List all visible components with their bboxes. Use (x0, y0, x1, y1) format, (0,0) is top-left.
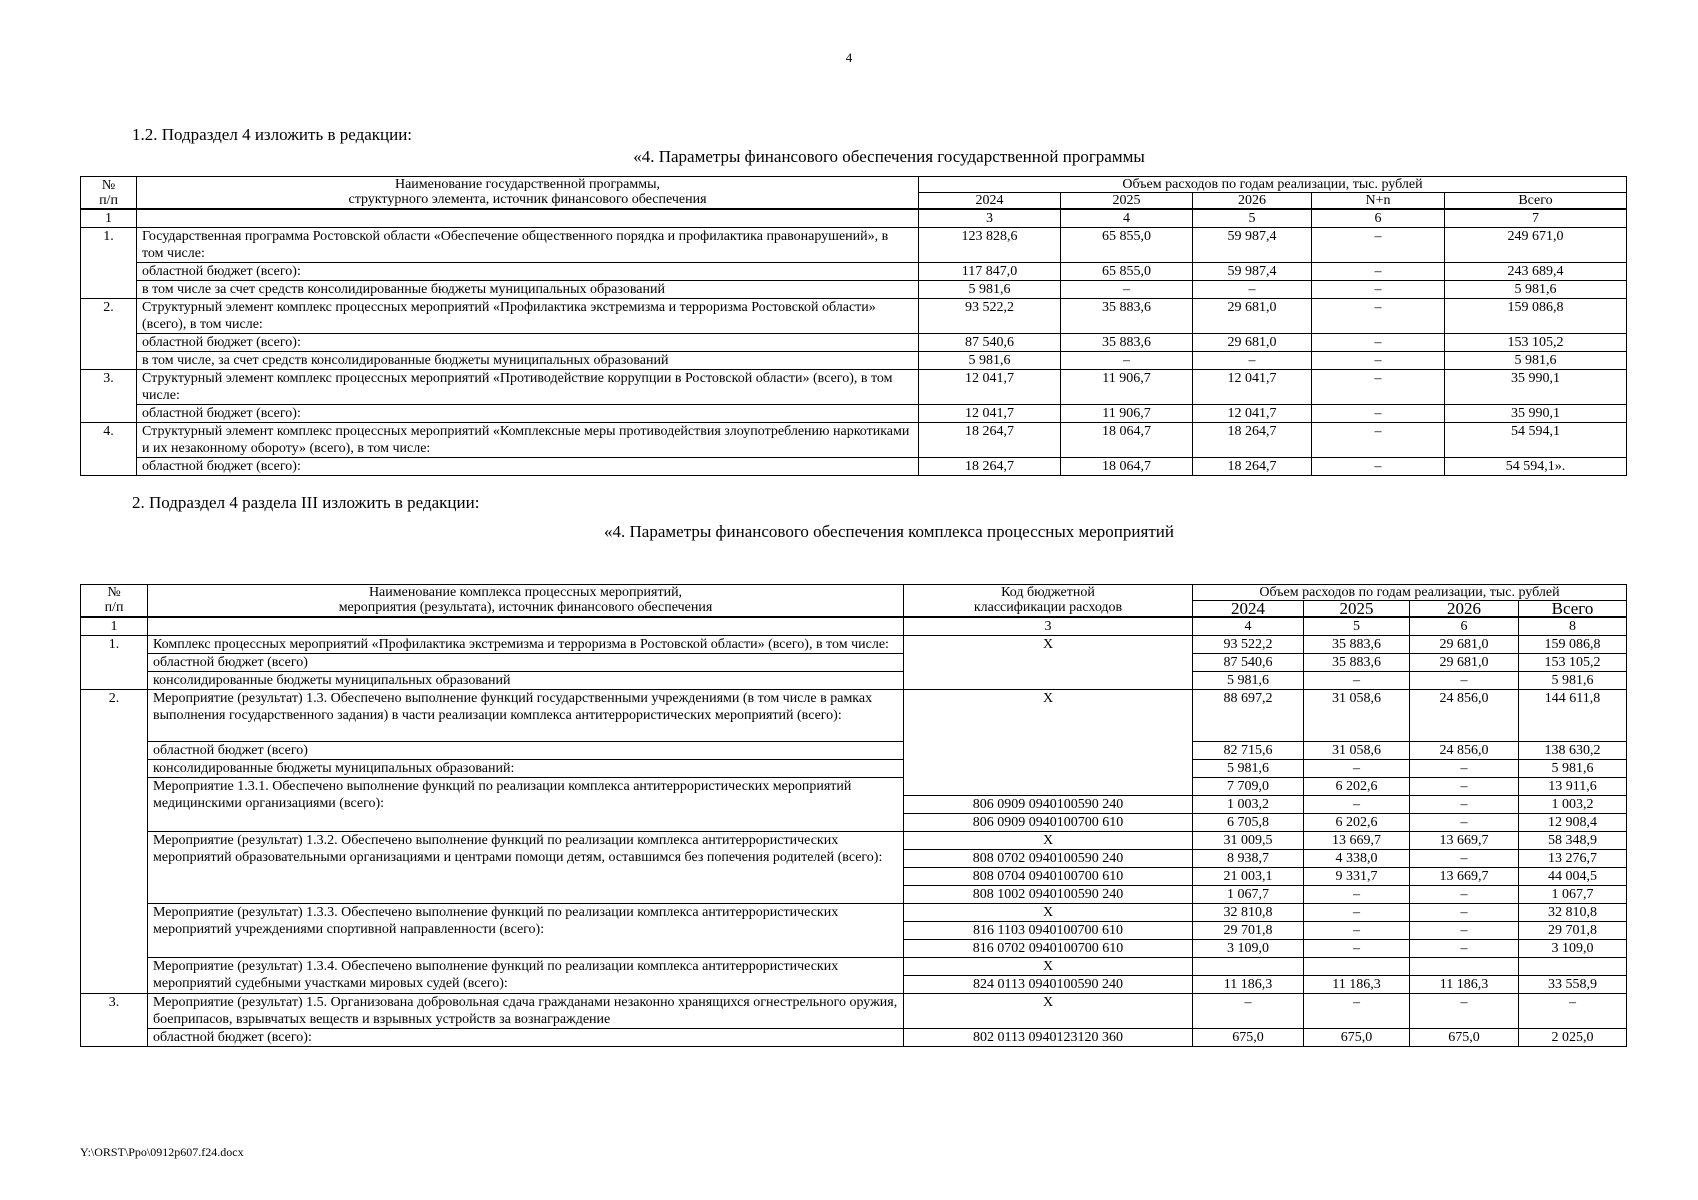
budget-code: X (904, 904, 1193, 922)
value-cell: 6 705,8 (1193, 814, 1304, 832)
value-cell: – (1304, 904, 1410, 922)
row-name: областной бюджет (всего): (137, 458, 919, 476)
row-name: областной бюджет (всего): (137, 263, 919, 281)
value-cell: 12 908,4 (1519, 814, 1627, 832)
value-cell: – (1304, 760, 1410, 778)
value-cell: – (1410, 778, 1519, 796)
col-nn: N+n (1312, 193, 1445, 210)
value-cell: 5 981,6 (1193, 672, 1304, 690)
budget-code: 824 0113 0940100590 240 (904, 976, 1193, 994)
table-row (81, 690, 1627, 742)
table-row (81, 334, 1627, 352)
value-cell: 35 883,6 (1304, 636, 1410, 654)
value-cell: – (1304, 886, 1410, 904)
row-name: в том числе, за счет средств консолидированные бюджеты муниципальных образований (137, 352, 919, 370)
table-row (81, 1029, 1627, 1047)
value-cell: – (1519, 994, 1627, 1029)
value-cell: 675,0 (1410, 1029, 1519, 1047)
value-cell: 29 681,0 (1410, 654, 1519, 672)
colnum: 3 (919, 209, 1061, 228)
value-cell: 35 883,6 (1061, 334, 1193, 352)
col-num-header: № (107, 585, 121, 600)
col-num-header-2: п/п (104, 600, 124, 615)
value-cell: 1 003,2 (1193, 796, 1304, 814)
value-cell: 35 883,6 (1061, 299, 1193, 334)
value-cell: – (1312, 423, 1445, 458)
row-number: 3. (81, 994, 148, 1047)
value-cell: 1 067,7 (1519, 886, 1627, 904)
row-name: областной бюджет (всего): (137, 334, 919, 352)
col-code-header-2: классификации расходов (973, 600, 1123, 615)
colnum: 6 (1410, 617, 1519, 636)
row-name: Структурный элемент комплекс процессных мероприятий «Противодействие коррупции в Ростовской области» (всего), в том числе: (137, 370, 919, 405)
value-cell: 11 186,3 (1410, 976, 1519, 994)
colnum: 5 (1193, 209, 1312, 228)
row-name: консолидированные бюджеты муниципальных образований (148, 672, 904, 690)
value-cell: – (1304, 796, 1410, 814)
row-number: 2. (81, 299, 137, 370)
col-total: Всего (1445, 193, 1627, 210)
value-cell: 117 847,0 (919, 263, 1061, 281)
row-number: 1. (81, 228, 137, 299)
col-2026: 2026 (1410, 601, 1519, 618)
value-cell: 18 264,7 (1193, 423, 1312, 458)
value-cell: – (1410, 904, 1519, 922)
colnum: 1 (81, 617, 148, 636)
value-cell: 9 331,7 (1304, 868, 1410, 886)
value-cell: – (1410, 886, 1519, 904)
value-cell: 58 348,9 (1519, 832, 1627, 850)
col-num-header-2: п/п (99, 192, 118, 208)
value-cell: 35 990,1 (1445, 405, 1627, 423)
value-cell: 2 025,0 (1519, 1029, 1627, 1047)
value-cell: 7 709,0 (1193, 778, 1304, 796)
value-cell: 5 981,6 (919, 281, 1061, 299)
row-name: Мероприятие (результат) 1.3. Обеспечено выполнение функций государственными учреждениями (в том числе в рамках выполнения государственного задания) в части реализации комплекса антитеррористических мероприятий (всего): (148, 690, 904, 742)
value-cell: 32 810,8 (1519, 904, 1627, 922)
value-cell: – (1304, 940, 1410, 958)
section1-title: «4. Параметры финансового обеспечения государственной программы (633, 147, 1145, 166)
value-cell: 31 058,6 (1304, 742, 1410, 760)
value-cell: 153 105,2 (1519, 654, 1627, 672)
row-number: 3. (81, 370, 137, 423)
colnum (148, 617, 904, 636)
file-path-footer: Y:\ORST\Ppo\0912p607.f24.docx (80, 1145, 244, 1159)
table-row (81, 994, 1627, 1029)
value-cell: – (1410, 814, 1519, 832)
value-cell: 3 109,0 (1519, 940, 1627, 958)
budget-code: 806 0909 0940100590 240 (904, 796, 1193, 814)
value-cell: 4 338,0 (1304, 850, 1410, 868)
value-cell: 5 981,6 (1193, 760, 1304, 778)
value-cell: 11 186,3 (1304, 976, 1410, 994)
table-row (81, 636, 1627, 654)
value-cell (1304, 958, 1410, 976)
colnum: 3 (904, 617, 1193, 636)
row-name: Мероприятие (результат) 1.5. Организована добровольная сдача гражданами незаконно хранящихся огнестрельного оружия, боеприпасов, взрывчатых веществ и взрывных устройств за вознаграждение (148, 994, 904, 1029)
budget-code: 816 0702 0940100700 610 (904, 940, 1193, 958)
value-cell: – (1193, 352, 1312, 370)
value-cell: 12 041,7 (1193, 405, 1312, 423)
budget-code: X (904, 636, 1193, 690)
value-cell: 54 594,1 (1445, 423, 1627, 458)
value-cell: 21 003,1 (1193, 868, 1304, 886)
table-row (81, 228, 1627, 263)
table-row (81, 832, 1627, 850)
value-cell: 138 630,2 (1519, 742, 1627, 760)
col-2026: 2026 (1193, 193, 1312, 210)
value-cell: 144 611,8 (1519, 690, 1627, 742)
value-cell: 13 669,7 (1304, 832, 1410, 850)
row-number: 2. (81, 690, 148, 994)
value-cell: 153 105,2 (1445, 334, 1627, 352)
value-cell: 29 701,8 (1193, 922, 1304, 940)
col-name-header-2: структурного элемента, источник финансового обеспечения (348, 192, 707, 207)
value-cell: – (1312, 352, 1445, 370)
budget-code: 816 1103 0940100700 610 (904, 922, 1193, 940)
value-cell: – (1312, 228, 1445, 263)
value-cell: 5 981,6 (1519, 672, 1627, 690)
row-number: 1. (81, 636, 148, 690)
row-name: Государственная программа Ростовской области «Обеспечение общественного порядка и профилактика правонарушений», в том числе: (137, 228, 919, 263)
value-cell: 29 681,0 (1193, 299, 1312, 334)
value-cell: 29 681,0 (1193, 334, 1312, 352)
colnum: 1 (81, 209, 137, 228)
value-cell: – (1304, 672, 1410, 690)
col-name-header-2: мероприятия (результата), источник финансового обеспечения (338, 600, 713, 615)
value-cell: – (1312, 458, 1445, 476)
col-name-header: Наименование комплекса процессных мероприятий, (368, 585, 683, 600)
value-cell: 8 938,7 (1193, 850, 1304, 868)
value-cell: – (1312, 299, 1445, 334)
value-cell (1410, 958, 1519, 976)
value-cell: – (1304, 994, 1410, 1029)
column-numbers-row (81, 209, 1627, 228)
table-header (81, 585, 1627, 601)
value-cell: 29 681,0 (1410, 636, 1519, 654)
row-name: Комплекс процессных мероприятий «Профилактика экстремизма и терроризма в Ростовской области» (всего), в том числе: (148, 636, 904, 654)
value-cell: 44 004,5 (1519, 868, 1627, 886)
value-cell: 93 522,2 (1193, 636, 1304, 654)
row-name: в том числе за счет средств консолидированные бюджеты муниципальных образований (137, 281, 919, 299)
table-row (81, 263, 1627, 281)
value-cell: – (1193, 281, 1312, 299)
table-header (81, 177, 1627, 193)
value-cell: 12 041,7 (1193, 370, 1312, 405)
value-cell: – (1312, 263, 1445, 281)
value-cell: 5 981,6 (1445, 352, 1627, 370)
budget-code: X (904, 994, 1193, 1029)
budget-code: 808 0702 0940100590 240 (904, 850, 1193, 868)
value-cell: 87 540,6 (919, 334, 1061, 352)
value-cell: 243 689,4 (1445, 263, 1627, 281)
value-cell: 13 669,7 (1410, 868, 1519, 886)
budget-code: X (904, 958, 1193, 976)
colnum (137, 209, 919, 228)
value-cell: 13 669,7 (1410, 832, 1519, 850)
col-volume-header: Объем расходов по годам реализации, тыс. рублей (1193, 585, 1627, 601)
value-cell: 675,0 (1193, 1029, 1304, 1047)
table-row (81, 458, 1627, 476)
value-cell: 6 202,6 (1304, 778, 1410, 796)
value-cell: – (1061, 352, 1193, 370)
value-cell: 11 186,3 (1193, 976, 1304, 994)
value-cell: 35 883,6 (1304, 654, 1410, 672)
budget-code: 802 0113 0940123120 360 (904, 1029, 1193, 1047)
budget-code: 808 0704 0940100700 610 (904, 868, 1193, 886)
value-cell: 3 109,0 (1193, 940, 1304, 958)
budget-code: X (904, 690, 1193, 796)
value-cell: 54 594,1». (1445, 458, 1627, 476)
value-cell: 24 856,0 (1410, 742, 1519, 760)
value-cell: 65 855,0 (1061, 263, 1193, 281)
colnum: 4 (1193, 617, 1304, 636)
row-name: Мероприятие 1.3.1. Обеспечено выполнение функций по реализации комплекса антитеррористических мероприятий медицинскими организациями (всего): (148, 778, 904, 832)
table-row (81, 904, 1627, 922)
budget-code: X (904, 832, 1193, 850)
section2-intro: 2. Подраздел 4 раздела III изложить в редакции: (132, 493, 480, 512)
budget-code: 806 0909 0940100700 610 (904, 814, 1193, 832)
value-cell: 18 064,7 (1061, 423, 1193, 458)
section2-title: «4. Параметры финансового обеспечения комплекса процессных мероприятий (604, 522, 1174, 541)
value-cell: 59 987,4 (1193, 263, 1312, 281)
row-name: областной бюджет (всего) (148, 742, 904, 760)
column-numbers-row (81, 617, 1627, 636)
col-total: Всего (1519, 601, 1627, 618)
value-cell: 159 086,8 (1445, 299, 1627, 334)
value-cell: 13 276,7 (1519, 850, 1627, 868)
value-cell: 87 540,6 (1193, 654, 1304, 672)
table-row (81, 281, 1627, 299)
value-cell: 18 264,7 (919, 458, 1061, 476)
value-cell: 31 009,5 (1193, 832, 1304, 850)
col-num-header: № (101, 177, 116, 193)
page-number: 4 (845, 50, 853, 65)
row-name: Мероприятие (результат) 1.3.4. Обеспечено выполнение функций по реализации комплекса антитеррористических мероприятий судебными участками мировых судей (всего): (148, 958, 904, 994)
row-name: Структурный элемент комплекс процессных мероприятий «Профилактика экстремизма и терроризма Ростовской области» (всего), в том числе: (137, 299, 919, 334)
row-name: Мероприятие (результат) 1.3.3. Обеспечено выполнение функций по реализации комплекса антитеррористических мероприятий учреждениями спортивной направленности (всего): (148, 904, 904, 958)
row-name: Мероприятие (результат) 1.3.2. Обеспечено выполнение функций по реализации комплекса антитеррористических мероприятий образовательными организациями и центрами помощи детям, оставшимся без попечения родителей (всего): (148, 832, 904, 904)
value-cell: 18 264,7 (1193, 458, 1312, 476)
table-row (81, 423, 1627, 458)
table-row (81, 742, 1627, 760)
row-name: областной бюджет (всего) (148, 654, 904, 672)
value-cell: – (1410, 940, 1519, 958)
complex-finance-table (80, 584, 1627, 1047)
row-name: областной бюджет (всего): (148, 1029, 904, 1047)
program-finance-table (80, 176, 1627, 476)
table-row (81, 299, 1627, 334)
value-cell: 1 003,2 (1519, 796, 1627, 814)
value-cell: – (1312, 281, 1445, 299)
colnum: 8 (1519, 617, 1627, 636)
value-cell: 249 671,0 (1445, 228, 1627, 263)
value-cell (1519, 958, 1627, 976)
value-cell: 11 906,7 (1061, 405, 1193, 423)
row-name: областной бюджет (всего): (137, 405, 919, 423)
budget-code: 808 1002 0940100590 240 (904, 886, 1193, 904)
value-cell: 11 906,7 (1061, 370, 1193, 405)
table-row (81, 760, 1627, 778)
value-cell: 18 264,7 (919, 423, 1061, 458)
value-cell (1193, 958, 1304, 976)
value-cell: 31 058,6 (1304, 690, 1410, 742)
value-cell: 1 067,7 (1193, 886, 1304, 904)
value-cell: 18 064,7 (1061, 458, 1193, 476)
value-cell: 12 041,7 (919, 405, 1061, 423)
col-volume-header: Объем расходов по годам реализации, тыс. рублей (919, 177, 1627, 193)
table-row (81, 778, 1627, 796)
value-cell: – (1410, 994, 1519, 1029)
value-cell: – (1410, 850, 1519, 868)
value-cell: 12 041,7 (919, 370, 1061, 405)
table-row (81, 370, 1627, 405)
col-name-header: Наименование государственной программы, (394, 177, 661, 192)
colnum: 5 (1304, 617, 1410, 636)
section1-intro: 1.2. Подраздел 4 изложить в редакции: (132, 125, 413, 144)
col-2025: 2025 (1304, 601, 1410, 618)
col-code-header: Код бюджетной (1001, 585, 1095, 600)
value-cell: – (1410, 760, 1519, 778)
value-cell: 35 990,1 (1445, 370, 1627, 405)
value-cell: 93 522,2 (919, 299, 1061, 334)
value-cell: 33 558,9 (1519, 976, 1627, 994)
table-row (81, 352, 1627, 370)
value-cell: 29 701,8 (1519, 922, 1627, 940)
value-cell: 65 855,0 (1061, 228, 1193, 263)
col-2024: 2024 (1193, 601, 1304, 618)
value-cell: 13 911,6 (1519, 778, 1627, 796)
value-cell: – (1061, 281, 1193, 299)
col-2025: 2025 (1061, 193, 1193, 210)
colnum: 7 (1445, 209, 1627, 228)
colnum: 4 (1061, 209, 1193, 228)
value-cell: – (1312, 405, 1445, 423)
value-cell: – (1312, 334, 1445, 352)
row-name: Структурный элемент комплекс процессных мероприятий «Комплексные меры противодействия злоупотреблению наркотиками и их незаконному обороту» (всего), в том числе: (137, 423, 919, 458)
value-cell: 59 987,4 (1193, 228, 1312, 263)
colnum: 6 (1312, 209, 1445, 228)
table-row (81, 405, 1627, 423)
value-cell: 5 981,6 (1445, 281, 1627, 299)
value-cell: 24 856,0 (1410, 690, 1519, 742)
value-cell: 123 828,6 (919, 228, 1061, 263)
value-cell: – (1410, 796, 1519, 814)
value-cell: – (1193, 994, 1304, 1029)
value-cell: 159 086,8 (1519, 636, 1627, 654)
value-cell: – (1304, 922, 1410, 940)
value-cell: 82 715,6 (1193, 742, 1304, 760)
col-2024: 2024 (919, 193, 1061, 210)
value-cell: – (1410, 672, 1519, 690)
table-row (81, 654, 1627, 672)
value-cell: 5 981,6 (1519, 760, 1627, 778)
table-row (81, 958, 1627, 976)
value-cell: 5 981,6 (919, 352, 1061, 370)
value-cell: 675,0 (1304, 1029, 1410, 1047)
row-number: 4. (81, 423, 137, 476)
value-cell: 32 810,8 (1193, 904, 1304, 922)
row-name: консолидированные бюджеты муниципальных образований: (148, 760, 904, 778)
table-row (81, 672, 1627, 690)
value-cell: 88 697,2 (1193, 690, 1304, 742)
value-cell: – (1312, 370, 1445, 405)
value-cell: 6 202,6 (1304, 814, 1410, 832)
value-cell: – (1410, 922, 1519, 940)
